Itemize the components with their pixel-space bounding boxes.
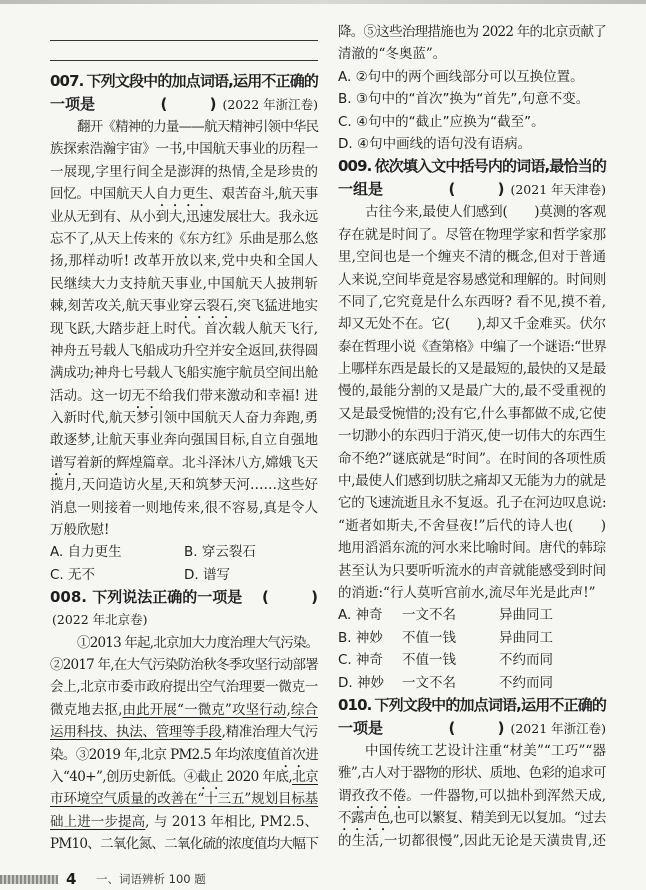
underlined-phrase: 北京 xyxy=(292,768,318,785)
text-line xyxy=(338,224,606,246)
text-segment: 会上,北京市委市政府提出空气治理要一微克一 xyxy=(50,679,318,696)
text-line xyxy=(50,654,318,676)
section-title: 一、词语辨析 100 题 xyxy=(96,872,206,886)
text-segment: 着新的辉煌篇章。北斗泽沐八方,嫦娥飞天 xyxy=(76,454,318,471)
option-text: D. 谱写 xyxy=(184,566,230,583)
answer-option-line xyxy=(338,649,606,671)
text-line xyxy=(50,519,318,541)
answer-option-line xyxy=(338,604,606,626)
text-segment: 神舟五号载人飞船成功升空并安全返回,获得圆 xyxy=(50,342,318,359)
text-segment: 业从无到有、从小到大,迅速发展壮大。我永远 xyxy=(50,208,318,225)
underlined-phrase: 综合 xyxy=(290,701,319,718)
question-stem-end: 一项是 xyxy=(338,718,384,737)
option-text: A. ②句中的两个画线部分可以互换位置。 xyxy=(338,68,584,85)
text-segment: 进 xyxy=(305,746,318,763)
option-text: C. 无不 xyxy=(50,566,96,583)
text-line xyxy=(338,403,606,425)
text-segment: 人来说,空间毕竟是容易感觉和理解的。时间则 xyxy=(338,271,606,288)
answer-option-line xyxy=(338,66,606,88)
question-number: 007. xyxy=(50,72,84,90)
answer-option-line xyxy=(338,133,606,155)
question-heading-tail xyxy=(338,178,606,201)
emphasized-word: 孜孜不倦 xyxy=(351,787,407,804)
answer-option-line xyxy=(50,541,318,563)
text-line xyxy=(338,492,606,514)
text-line xyxy=(338,291,606,313)
text-line xyxy=(50,340,318,362)
answer-option-line xyxy=(338,627,606,649)
text-segment: 满成功;神舟七号载人飞船实施宇航员空间出舱 xyxy=(50,365,319,382)
text-segment: 棘,刻苦攻关,航天事业 xyxy=(50,298,180,315)
text-line xyxy=(50,699,318,721)
text-line xyxy=(50,228,318,250)
question-heading xyxy=(338,694,606,717)
text-line xyxy=(50,474,318,496)
paren-open: ( xyxy=(262,588,269,607)
text-segment: 扬,那样动听! 改革开放以来,党中央和全国人 xyxy=(50,253,318,270)
paren-open: ( xyxy=(448,718,456,737)
text-line xyxy=(50,206,318,228)
option-text: 不约而同 xyxy=(499,652,553,669)
text-segment: 染。③2019 年,北京 PM2.5 年均浓度值 xyxy=(50,746,280,763)
text-segment: 敢逐梦,让航天事业奔向强国目标,自立自强地 xyxy=(50,432,318,449)
option-text: B. ③句中的“首次”换为“首先”,句意不变。 xyxy=(338,91,590,108)
option-text: C. 神奇 xyxy=(338,652,384,669)
text-line xyxy=(50,609,318,631)
text-line xyxy=(50,788,318,810)
option-text: 不值一钱 xyxy=(402,629,456,646)
text-line xyxy=(338,740,606,762)
text-segment: 活动。这一切 xyxy=(50,387,132,404)
option-text: D. 神妙 xyxy=(338,674,384,691)
answer-option-line xyxy=(338,88,606,110)
question-number: 009. xyxy=(338,157,372,176)
text-segment: , 与 2013 年相比, PM2.5、 xyxy=(145,813,319,830)
text-line xyxy=(338,246,606,268)
text-segment: 2020 年底, xyxy=(222,768,293,785)
text-line xyxy=(50,676,318,698)
text-segment: “逝者如斯夫,不舍昼夜!”后代的诗人也( ) xyxy=(338,517,606,534)
text-line xyxy=(338,537,606,559)
underlined-phrase: 运用科技、执法、管理等手段 xyxy=(50,724,222,741)
text-segment: 古往今来,最使人们感到( )莫测的客观 xyxy=(365,204,606,221)
text-segment: 降。⑤这些治理措施也为 2022 年的北京贡献了 xyxy=(338,24,606,40)
answer-option-line xyxy=(338,111,606,133)
answer-option-line xyxy=(338,672,606,694)
text-segment: 入“40+”,创历史新低。④ xyxy=(50,768,197,785)
text-line xyxy=(50,833,318,855)
option-text: B. 穿云裂石 xyxy=(184,544,256,561)
text-line xyxy=(338,21,606,43)
question-heading xyxy=(338,155,606,178)
emphasized-word: 无不 xyxy=(131,387,159,404)
emphasized-word: 截止 xyxy=(196,768,223,785)
divider xyxy=(50,50,318,70)
text-line xyxy=(50,721,318,743)
text-segment: 族探索浩瀚宇宙》一书,中国航天事业的历程一 xyxy=(50,141,318,158)
emphasized-word: 不露声色 xyxy=(338,810,390,827)
text-segment: 翻开《精神的力量——航天精神引领中华民 xyxy=(77,119,319,135)
text-segment: 上哪样东西是最长的又是最短的,最快的又是最 xyxy=(338,361,606,378)
text-line xyxy=(50,429,318,451)
answer-blank xyxy=(448,717,504,740)
question-stem-end: 008. 下列说法正确的一项是 xyxy=(50,588,243,607)
text-segment: 消息一则接着一则地传来,很不容易,真是令人 xyxy=(50,499,318,516)
option-text: 一文不名 xyxy=(402,674,456,691)
question-stem-end: 一项是 xyxy=(50,95,96,113)
option-text: D. ④句中画线的语句没有语病。 xyxy=(338,135,532,152)
text-line xyxy=(50,250,318,272)
question-heading-tail xyxy=(338,717,606,740)
emphasized-word: 穿云裂石 xyxy=(179,298,234,315)
text-line xyxy=(50,318,318,340)
paren-open: ( xyxy=(448,180,456,199)
text-segment: 雅”,古人对于器物的形状、质地、色彩的追求可 xyxy=(338,765,606,782)
text-segment: 忘不了,从天上传来的《东方红》乐曲是那么悠 xyxy=(50,230,318,247)
text-line xyxy=(50,385,318,407)
text-line xyxy=(338,762,606,784)
text-line xyxy=(338,425,606,447)
text-segment: 存在就是时间了。尽管在物理学家和哲学家那 xyxy=(338,226,606,243)
text-segment: 命不绝?”谜底就是“时间”。在时间的各项性质 xyxy=(338,450,606,467)
text-segment: ,突飞猛进地实 xyxy=(233,298,319,315)
text-line xyxy=(338,201,606,223)
text-line xyxy=(338,830,606,852)
text-line xyxy=(338,448,606,470)
left-column xyxy=(50,30,318,856)
option-text: 异曲同工 xyxy=(499,607,553,624)
option-text: 异曲同工 xyxy=(499,629,553,646)
text-line xyxy=(50,497,318,519)
exam-source: (2021 年浙江卷) xyxy=(510,720,606,736)
text-line xyxy=(338,358,606,380)
page-footer xyxy=(0,870,206,888)
page-number: 4 xyxy=(66,870,77,888)
text-line xyxy=(50,116,318,138)
text-line xyxy=(50,295,318,317)
text-segment: 现飞跃,大踏步赶上时代。首次载人航天飞行, xyxy=(50,320,318,337)
footer-decoration-bar xyxy=(0,875,58,884)
option-text: B. 神妙 xyxy=(338,629,383,646)
text-segment: 它的飞速流逝且永不复返。孔子在河边叹息说: xyxy=(338,495,607,512)
option-text: A. 神奇 xyxy=(338,607,383,624)
text-segment: 不同了,它究竟是什么东西呀? 看不见,摸不着, xyxy=(338,293,606,310)
question-heading-tail xyxy=(50,586,318,609)
paren-close: ) xyxy=(209,95,217,113)
text-line xyxy=(338,560,606,582)
text-segment: PM10、二氧化氮、二氧化硫的浓度值均大幅下 xyxy=(50,836,318,853)
exam-source: (2021 年天津卷) xyxy=(510,182,606,198)
text-segment: 微克地去抠, xyxy=(50,701,123,718)
text-line xyxy=(338,785,606,807)
question-heading-tail xyxy=(50,93,318,116)
answer-blank xyxy=(160,93,216,116)
text-line xyxy=(50,407,318,429)
option-text: 不约而同 xyxy=(499,674,553,691)
text-segment: 谓 xyxy=(338,787,352,804)
option-text: 不值一钱 xyxy=(402,652,456,669)
text-line xyxy=(338,313,606,335)
text-line xyxy=(50,632,318,654)
text-segment: 。一件器物,可以拙朴到浑然天成, xyxy=(406,787,607,804)
text-segment: ,精准治理大气污 xyxy=(221,724,319,741)
text-segment: 一切渺小的东西归于消灭,使一切伟大的东西生 xyxy=(338,428,606,445)
text-segment: 里,空间也是一个缠夹不清的概念,但对于普通 xyxy=(338,249,606,266)
text-line xyxy=(338,470,606,492)
answer-blank xyxy=(448,178,504,201)
text-line xyxy=(338,807,606,829)
text-line xyxy=(338,582,606,604)
question-stem-end: 一组是 xyxy=(338,180,384,199)
text-segment: ②2017 年,在大气污染防治秋冬季攻坚行动部署 xyxy=(50,656,318,673)
emphasized-word: 自力更生 xyxy=(155,186,209,203)
text-segment: 慢的,最能分割的又是最广大的,最不受重视的 xyxy=(338,383,606,400)
answer-option-line xyxy=(50,564,318,586)
text-line xyxy=(338,515,606,537)
text-segment: , xyxy=(286,701,291,718)
text-line xyxy=(50,811,318,833)
text-segment: 入新时代,航天梦引领中国航天人奋力奔跑,勇 xyxy=(50,410,318,427)
text-segment: 又是最受惋惜的;没有它,什么事都做不成,它使 xyxy=(338,405,606,422)
text-segment: (2022 年北京卷) xyxy=(52,612,148,628)
text-segment: 却又无处不在。它( ),却又千金难买。伏尔 xyxy=(338,316,606,333)
text-segment: 地用滔滔东流的河水来比喻时间。唐代的韩琮 xyxy=(338,540,606,557)
text-line xyxy=(50,183,318,205)
text-segment: 揽月,天问造访火星,天和筑梦天河……这些好 xyxy=(50,477,318,494)
text-line xyxy=(50,161,318,183)
right-column xyxy=(338,21,606,852)
underlined-phrase: 市环境空气质量的改善在“十三五”规划目标基 xyxy=(50,791,319,808)
paren-close: ) xyxy=(311,588,318,607)
text-segment: ,也可以繁复、精美到无以复加。“过去 xyxy=(389,810,607,827)
underlined-phrase: 由此开展“一微克”攻坚行动 xyxy=(122,701,287,718)
paren-open: ( xyxy=(160,95,168,113)
text-segment: 依次填入文中括号内的词语,最恰当的 xyxy=(374,157,606,176)
question-heading xyxy=(50,70,318,93)
text-line xyxy=(50,273,318,295)
text-line xyxy=(50,138,318,160)
option-text: C. ④句中的“截止”应换为“截至”。 xyxy=(338,113,545,130)
text-segment: 、艰苦奋斗,航天事 xyxy=(208,186,319,203)
text-segment: 给我们带来激动和幸福! 进 xyxy=(158,387,318,404)
text-segment: 的生活,一切都很慢”,因此无论是天潢贵胄,还 xyxy=(338,832,606,849)
text-line xyxy=(338,380,606,402)
text-line xyxy=(50,766,318,788)
text-line xyxy=(50,452,318,474)
question-number: 010. xyxy=(338,695,372,714)
text-segment: 的消逝:“行人莫听宫前水,流尽年光是此声!” xyxy=(338,584,596,601)
underlined-phrase: 础上进一步提高 xyxy=(50,813,146,830)
paren-close: ) xyxy=(497,180,505,199)
text-segment: 回忆。中国航天人 xyxy=(50,186,156,203)
text-line xyxy=(50,744,318,766)
option-text: 一文不名 xyxy=(402,607,456,624)
emphasized-word: 谱写 xyxy=(50,454,77,471)
text-line xyxy=(338,43,606,65)
text-segment: 清澈的“冬奥蓝”。 xyxy=(338,46,447,63)
option-text: A. 自力更生 xyxy=(50,544,122,561)
text-segment: 下列文段中的加点词语,运用不正确的 xyxy=(374,695,606,714)
text-segment: 中,最使人们感到切肤之痛却又无能为力的就是 xyxy=(338,473,606,490)
text-line xyxy=(338,336,606,358)
text-segment: ①2013 年起,北京加大力度治理大气污染。 xyxy=(77,634,319,651)
text-segment: 一展现,字里行间全是澎湃的热情,全是珍贵的 xyxy=(50,163,318,180)
emphasized-word: 首次 xyxy=(279,746,306,763)
page-edge-strip xyxy=(0,0,646,4)
text-segment: 万般欣慰! xyxy=(50,522,110,539)
text-line xyxy=(338,269,606,291)
answer-blank xyxy=(262,586,318,609)
text-segment: 甚至认为只要听听流水的声音就能感受到时间 xyxy=(338,562,606,579)
text-line xyxy=(50,362,318,384)
paren-close: ) xyxy=(497,718,505,737)
text-segment: 中国传统工艺设计注重“材美”“工巧”“器 xyxy=(365,742,606,759)
text-segment: 民继续大力支持航天事业,中国航天人披荆斩 xyxy=(50,275,318,292)
divider xyxy=(50,30,318,50)
text-segment: 下列文段中的加点词语,运用不正确的 xyxy=(86,72,318,90)
exam-source: (2022 年浙江卷) xyxy=(222,97,318,112)
text-segment: 泰在哲理小说《查第格》中编了一个谜语:“世界 xyxy=(338,338,607,355)
